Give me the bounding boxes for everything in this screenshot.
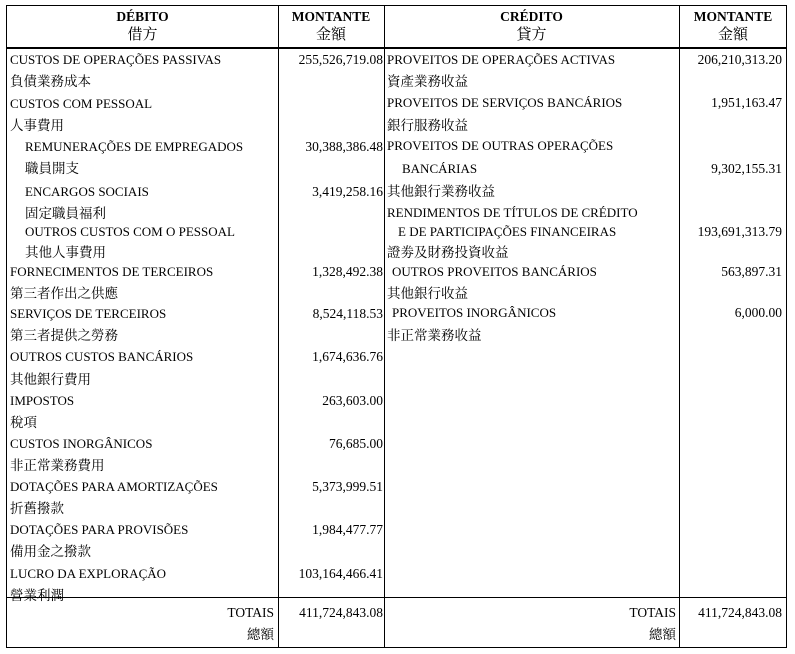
credit-label-zh: 其他銀行業務收益: [387, 184, 495, 200]
debit-label: DOTAÇÕES PARA PROVISÕES: [10, 522, 189, 537]
credit-amount: 6,000.00: [734, 305, 782, 320]
credit-totals-label-zh: 總額: [649, 627, 676, 643]
debit-label-zh: 稅項: [10, 415, 37, 431]
credit-label-cont: E DE PARTICIPAÇÕES FINANCEIRAS: [398, 224, 617, 239]
debit-amount: 30,388,386.48: [305, 139, 383, 154]
debit-label-zh: 其他人事費用: [25, 245, 106, 261]
debit-label-zh: 人事費用: [10, 118, 64, 134]
column-divider: [278, 6, 279, 647]
debit-label-zh: 折舊撥款: [10, 501, 64, 517]
debit-amount: 5,373,999.51: [312, 479, 383, 494]
credit-label-zh: 資產業務收益: [387, 74, 468, 90]
debit-label: CUSTOS DE OPERAÇÕES PASSIVAS: [10, 52, 222, 67]
debit-amount: 76,685.00: [329, 436, 383, 451]
header-divider: [7, 47, 786, 49]
credit-label-zh: 其他銀行收益: [387, 286, 468, 302]
debit-label: LUCRO DA EXPLORAÇÃO: [10, 566, 167, 581]
debit-header-pt: DÉBITO: [116, 9, 169, 24]
debit-amount: 1,328,492.38: [312, 264, 383, 279]
credit-label-zh: 證劵及財務投資收益: [387, 245, 509, 261]
credit-label-zh: 非正常業務收益: [387, 328, 482, 344]
debit-label: IMPOSTOS: [10, 393, 75, 408]
debit-label: OUTROS CUSTOS COM O PESSOAL: [25, 224, 235, 239]
debit-label: ENCARGOS SOCIAIS: [25, 184, 149, 199]
debit-label-zh: 第三者作出之供應: [10, 286, 118, 302]
credit-label: RENDIMENTOS DE TÍTULOS DE CRÉDITO: [387, 205, 638, 220]
credit-amount: 206,210,313.20: [697, 52, 782, 67]
debit-label: CUSTOS INORGÂNICOS: [10, 436, 153, 451]
profit-and-loss-table: [6, 5, 787, 648]
debit-label: OUTROS CUSTOS BANCÁRIOS: [10, 349, 194, 364]
amount2-header-zh: 金額: [717, 25, 748, 43]
debit-label-zh: 備用金之撥款: [10, 544, 91, 560]
debit-label-zh: 其他銀行費用: [10, 372, 91, 388]
debit-amount-header: [278, 8, 384, 44]
debit-label: CUSTOS COM PESSOAL: [10, 96, 153, 111]
credit-totals-amount: 411,724,843.08: [698, 605, 782, 620]
debit-label: DOTAÇÕES PARA AMORTIZAÇÕES: [10, 479, 218, 494]
credit-totals-label: TOTAIS: [629, 605, 676, 620]
credit-amount: 193,691,313.79: [697, 224, 782, 239]
credit-amount: 1,951,163.47: [711, 95, 782, 110]
credit-label: PROVEITOS DE OUTRAS OPERAÇÕES: [387, 138, 614, 153]
totals-divider: [7, 597, 786, 598]
debit-amount: 1,674,636.76: [312, 349, 383, 364]
debit-amount: 263,603.00: [322, 393, 383, 408]
credit-amount-header: [679, 8, 787, 44]
credit-header-zh: 貸方: [516, 25, 547, 43]
credit-amount: 9,302,155.31: [711, 161, 782, 176]
amount2-header-pt: MONTANTE: [693, 9, 773, 24]
amount-header-zh: 金額: [315, 25, 346, 43]
credit-label: OUTROS PROVEITOS BANCÁRIOS: [392, 264, 597, 279]
debit-totals-label: TOTAIS: [227, 605, 274, 620]
debit-amount: 103,164,466.41: [298, 566, 383, 581]
credit-label: PROVEITOS DE SERVIÇOS BANCÁRIOS: [387, 95, 623, 110]
debit-header: [7, 8, 278, 44]
debit-totals-amount: 411,724,843.08: [299, 605, 383, 620]
debit-amount: 1,984,477.77: [312, 522, 383, 537]
debit-label-zh: 職員開支: [25, 161, 79, 177]
debit-label-zh: 負債業務成本: [10, 74, 91, 90]
debit-label: SERVIÇOS DE TERCEIROS: [10, 306, 167, 321]
column-divider: [679, 6, 680, 647]
debit-label-zh: 非正常業務費用: [10, 458, 105, 474]
debit-label: REMUNERAÇÕES DE EMPREGADOS: [25, 139, 244, 154]
credit-label: PROVEITOS DE OPERAÇÕES ACTIVAS: [387, 52, 616, 67]
credit-header: [384, 8, 679, 44]
debit-totals-label-zh: 總額: [247, 627, 274, 643]
debit-header-zh: 借方: [127, 25, 158, 43]
credit-label: PROVEITOS INORGÂNICOS: [392, 305, 557, 320]
credit-label-zh: 銀行服務收益: [387, 118, 468, 134]
credit-header-pt: CRÉDITO: [500, 9, 563, 24]
debit-label-zh: 營業利潤: [10, 588, 64, 604]
credit-label-cont: BANCÁRIAS: [402, 161, 478, 176]
debit-amount: 3,419,258.16: [312, 184, 383, 199]
credit-amount: 563,897.31: [721, 264, 782, 279]
debit-label-zh: 固定職員福利: [25, 206, 106, 222]
debit-label-zh: 第三者提供之勞務: [10, 328, 118, 344]
column-divider: [384, 6, 385, 647]
debit-amount: 8,524,118.53: [312, 306, 383, 321]
debit-amount: 255,526,719.08: [298, 52, 383, 67]
debit-label: FORNECIMENTOS DE TERCEIROS: [10, 264, 214, 279]
amount-header-pt: MONTANTE: [291, 9, 371, 24]
